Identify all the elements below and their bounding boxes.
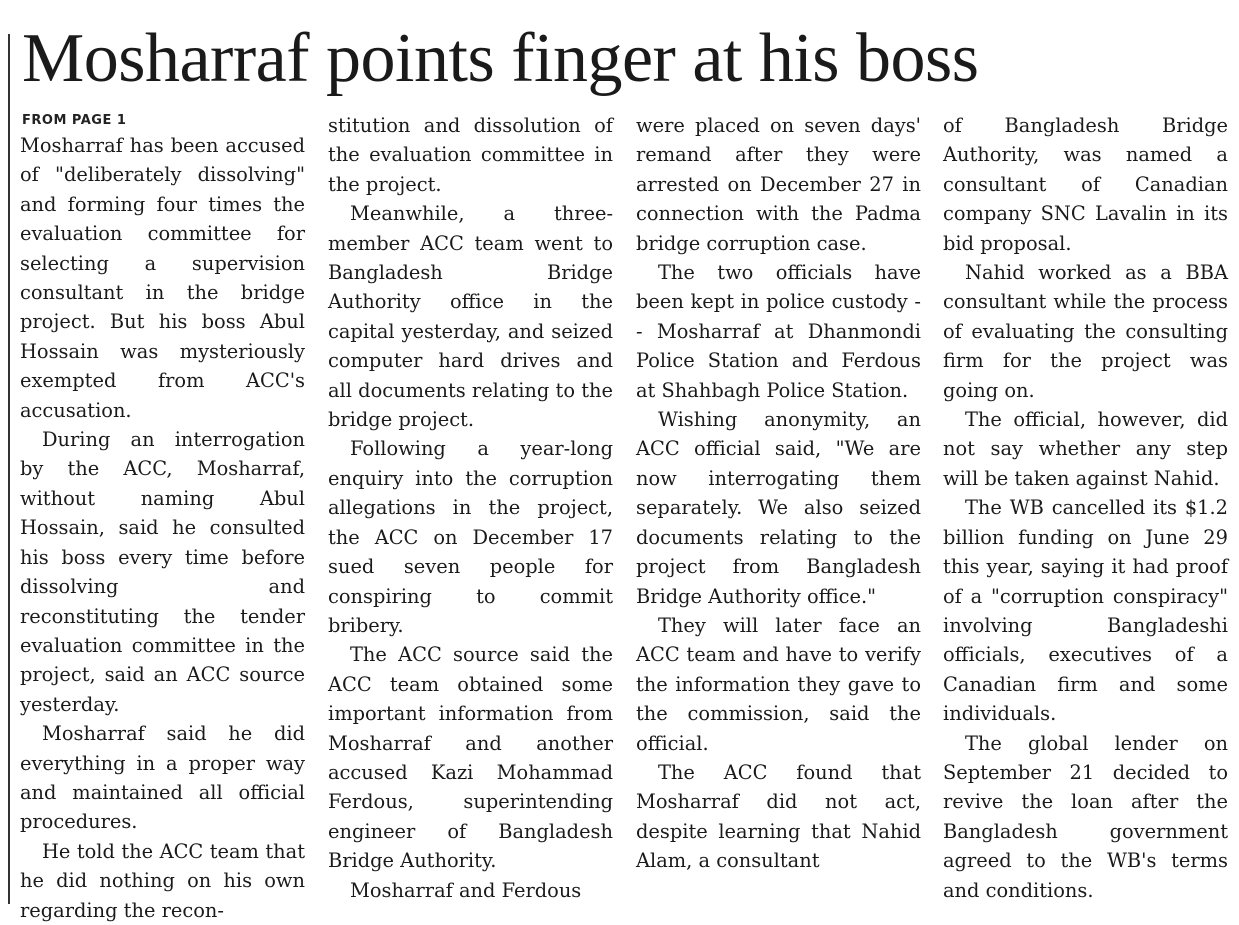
paragraph: They will later face an ACC team and have to verify the information they gave to the commission, said the official. — [636, 613, 921, 755]
paragraph: were placed on seven days' remand after they were arrested on December 27 in connection with the Padma bridge corruption case. — [636, 114, 921, 255]
paragraph: Mosharraf said he did everything in a proper way and maintained all official procedures. — [20, 722, 305, 834]
paragraph: Mosharraf and Ferdous — [350, 878, 582, 902]
paragraph: of Bangladesh Bridge Authority, was named a consultant of Canadian company SNC Lavalin in its bid proposal. — [943, 114, 1228, 255]
column-rule — [8, 34, 10, 904]
paragraph: The ACC found that Mosharraf did not act, despite learning that Nahid Alam, a consultant — [636, 760, 921, 873]
paragraph: The global lender on September 21 decided to revive the loan after the Bangladesh government agreed to the WB's terms and conditions. — [943, 731, 1228, 902]
paragraph: stitution and dissolution of the evaluation committee in the project. — [328, 114, 613, 196]
paragraph: Nahid worked as a BBA consultant while the process of evaluating the consulting firm for the project was going on. — [943, 261, 1228, 402]
paragraph: The WB cancelled its $1.2 billion funding on June 29 this year, saying it had proof of a "corruption conspiracy" involving Bangladeshi officials, executives of a Canadian firm and some individuals. — [943, 496, 1228, 726]
paragraph: Wishing anonymity, an ACC official said, "We are now interrogating them separately. We also seized documents relating to the project from Bangladesh Bridge Authority office." — [636, 408, 921, 608]
column-1 — [20, 131, 305, 925]
paragraph: The ACC source said the ACC team obtained some important information from Mosharraf and another accused Kazi Mohammad Ferdous, superintending engineer of Bangladesh Bridge Authority. — [328, 643, 613, 873]
column-2 — [328, 111, 613, 905]
column-3 — [636, 111, 921, 876]
paragraph: Following a year-long enquiry into the corruption allegations in the project, the ACC on December 17 sued seven people for conspiring to commit bribery. — [328, 437, 613, 637]
paragraph: Meanwhile, a three-member ACC team went to Bangladesh Bridge Authority office in the capital yesterday, and seized computer hard drives and all documents relating to the bridge project. — [328, 202, 613, 432]
from-page-label: FROM PAGE 1 — [22, 113, 127, 128]
paragraph: During an interrogation by the ACC, Mosharraf, without naming Abul Hossain, said he consulted his boss every time before dissolving and reconstituting the tender evaluation committee in the project, said an ACC source yesterday. — [20, 428, 305, 716]
column-4 — [943, 111, 1228, 905]
paragraph: The official, however, did not say whether any step will be taken against Nahid. — [943, 408, 1228, 490]
headline: Mosharraf points finger at his boss — [22, 20, 979, 97]
paragraph: The two officials have been kept in police custody -- Mosharraf at Dhanmondi Police Station and Ferdous at Shahbagh Police Station. — [636, 261, 921, 402]
paragraph: He told the ACC team that he did nothing on his own regarding the recon- — [20, 839, 305, 922]
paragraph: Mosharraf has been accused of "deliberately dissolving" and forming four times the evaluation committee for selecting a supervision consultant in the bridge project. But his boss Abul Hossain was mysteriously exempted from ACC's accusation. — [20, 134, 305, 422]
